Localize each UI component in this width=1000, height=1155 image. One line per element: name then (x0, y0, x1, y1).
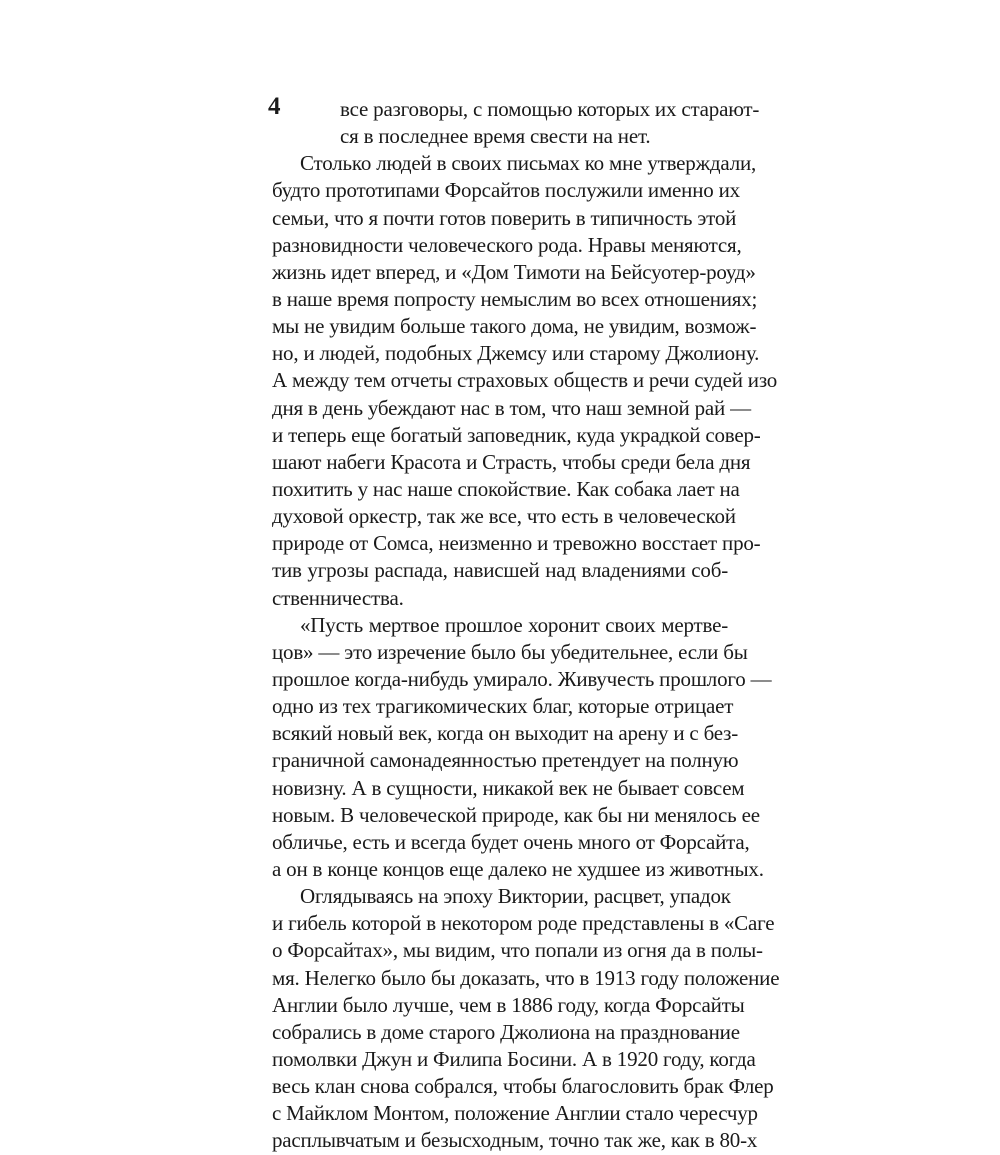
text-line: Англии было лучше, чем в 1886 году, когда Форсайты (272, 992, 745, 1017)
text-line: обличье, есть и всегда будет очень много от Форсайта, (272, 829, 750, 854)
text-line: но, и людей, подобных Джемсу или старому Джолиону. (272, 341, 760, 366)
text-line: жизнь идет вперед, и «Дом Тимоти на Бейсуотер-роуд» (272, 259, 756, 284)
text-line: помолвки Джун и Филипа Босини. А в 1920 году, когда (272, 1046, 756, 1071)
text-line: шают набеги Красота и Страсть, чтобы среди бела дня (272, 449, 751, 474)
text-line: новым. В человеческой природе, как бы ни менялось ее (272, 802, 760, 827)
text-line: природе от Сомса, неизменно и тревожно восстает про- (272, 531, 761, 556)
text-line: всякий новый век, когда он выходит на арену и с без- (272, 721, 739, 746)
text-line: будто прототипами Форсайтов послужили именно их (272, 178, 740, 203)
text-line: расплывчатым и безысходным, точно так же, как в 80-х (272, 1128, 758, 1153)
text-line: ственничества. (272, 585, 404, 610)
text-line: дня в день убеждают нас в том, что наш земной рай — (272, 395, 751, 420)
body-text (272, 96, 780, 1154)
text-line: цов» — это изречение было бы убедительнее, если бы (272, 639, 748, 664)
text-line: весь клан снова собрался, чтобы благословить брак Флер (272, 1074, 774, 1099)
text-line: мя. Нелегко было бы доказать, что в 1913 году положение (272, 965, 780, 990)
text-line: собрались в доме старого Джолиона на празднование (272, 1019, 740, 1044)
text-line: все разговоры, с помощью которых их старают- (340, 97, 760, 121)
text-line: в наше время попросту немыслим во всех отношениях; (272, 286, 758, 311)
text-line: семьи, что я почти готов поверить в типичность этой (272, 205, 737, 230)
text-line: Оглядываясь на эпоху Виктории, расцвет, упадок (300, 884, 731, 909)
text-line: а он в конце концов еще далеко не худшее из животных. (272, 856, 764, 881)
text-line: о Форсайтах», мы видим, что попали из огня да в полы- (272, 938, 763, 963)
text-line: и теперь еще богатый заповедник, куда украдкой совер- (272, 422, 761, 447)
text-line: граничной самонадеянностью претендует на полную (272, 748, 739, 773)
text-line: тив угрозы распада, нависшей над владениями соб- (272, 558, 728, 583)
text-line: прошлое когда-нибудь умирало. Живучесть прошлого — (272, 666, 772, 691)
page-number: 4 (268, 93, 281, 120)
text-line: одно из тех трагикомических благ, которые отрицает (272, 694, 734, 719)
text-line: ся в последнее время свести на нет. (340, 124, 651, 149)
text-line: мы не увидим больше такого дома, не увидим, возмож- (272, 314, 757, 339)
text-line: похитить у нас наше спокойствие. Как собака лает на (272, 476, 740, 501)
text-line: разновидности человеческого рода. Нравы меняются, (272, 232, 742, 257)
text-line: и гибель которой в некотором роде представлены в «Саге (272, 911, 775, 936)
text-line: «Пусть мертвое прошлое хоронит своих мертве- (300, 612, 728, 637)
text-line: Столько людей в своих письмах ко мне утверждали, (300, 151, 757, 176)
text-line: духовой оркестр, так же все, что есть в человеческой (272, 504, 736, 529)
text-line: новизну. А в сущности, никакой век не бывает совсем (272, 775, 745, 800)
text-line: с Майклом Монтом, положение Англии стало чересчур (272, 1101, 758, 1126)
text-line: А между тем отчеты страховых обществ и речи судей изо (272, 368, 778, 393)
